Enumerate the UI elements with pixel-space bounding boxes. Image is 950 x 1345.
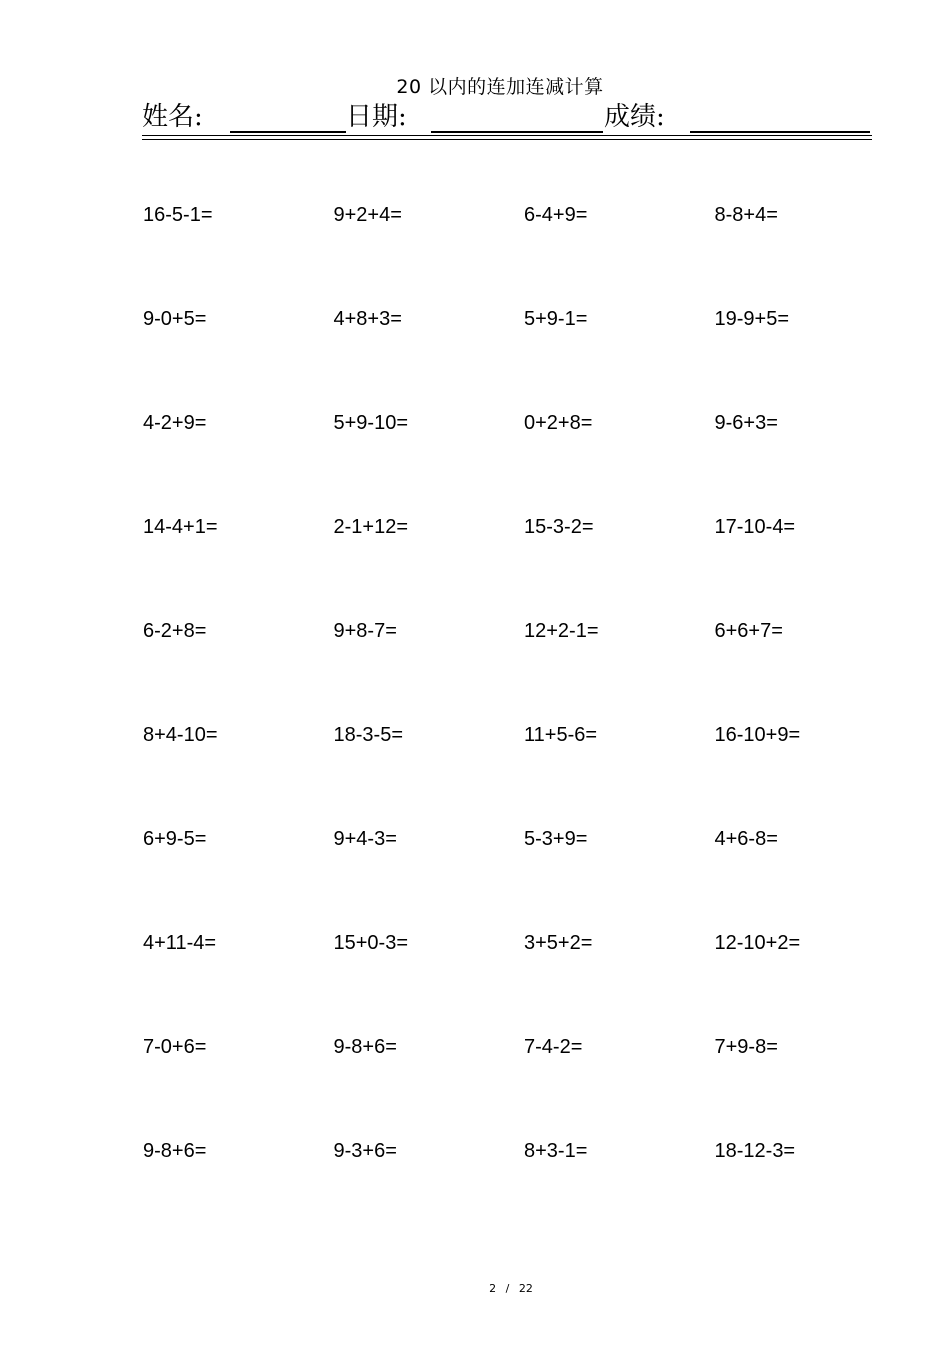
problem-cell: 14-4+1= [143,516,218,538]
problem-cell: 9-3+6= [333,1140,397,1162]
header-divider-bottom [142,139,872,140]
problem-cell: 6+6+7= [714,620,783,642]
problem-cell: 9-0+5= [143,308,207,330]
page-total: 22 [518,1282,533,1295]
problem-cell: 5-3+9= [524,828,588,850]
worksheet-title: 20 以内的连加连减计算 [396,76,604,98]
student-info-header [142,100,872,134]
problem-cell: 4+6-8= [714,828,778,850]
problem-cell: 18-12-3= [714,1140,796,1162]
problem-cell: 8+3-1= [524,1140,588,1162]
problem-cell: 19-9+5= [714,308,790,330]
name-blank-line[interactable] [230,131,346,133]
problem-cell: 7+9-8= [714,1036,778,1058]
problem-cell: 9-8+6= [143,1140,207,1162]
page-separator: / [505,1282,510,1295]
problem-cell: 4+11-4= [143,932,217,954]
name-label: 姓名: [142,102,203,132]
problem-cell: 9+4-3= [333,828,397,850]
problem-cell: 6-2+8= [143,620,207,642]
problem-grid [143,196,903,1236]
problem-cell: 4+8+3= [333,308,402,330]
problem-cell: 18-3-5= [333,724,403,746]
problem-cell: 6-4+9= [524,204,588,226]
problem-cell: 15+0-3= [333,932,409,954]
problem-cell: 11+5-6= [524,724,598,746]
problem-cell: 8+4-10= [143,724,218,746]
problem-cell: 0+2+8= [524,412,593,434]
problem-cell: 16-10+9= [714,724,801,746]
problem-cell: 16-5-1= [143,204,213,226]
problem-cell: 4-2+9= [143,412,207,434]
score-blank-line[interactable] [690,131,870,133]
date-blank-line[interactable] [431,131,603,133]
problem-cell: 12-10+2= [714,932,801,954]
problem-cell: 9-6+3= [714,412,778,434]
problem-cell: 8-8+4= [714,204,778,226]
problem-cell: 3+5+2= [524,932,593,954]
problem-cell: 9+8-7= [333,620,397,642]
problem-cell: 5+9-10= [333,412,409,434]
date-label: 日期: [346,102,407,132]
problem-cell: 17-10-4= [714,516,796,538]
page-current: 2 [489,1282,497,1295]
problem-cell: 5+9-1= [524,308,588,330]
header-divider-top [142,135,872,136]
score-label: 成绩: [604,102,665,132]
problem-cell: 6+9-5= [143,828,207,850]
problem-cell: 15-3-2= [524,516,594,538]
problem-cell: 9+2+4= [333,204,402,226]
problem-cell: 9-8+6= [333,1036,397,1058]
page-footer [0,1282,950,1295]
problem-cell: 7-0+6= [143,1036,207,1058]
problem-cell: 7-4-2= [524,1036,583,1058]
problem-cell: 2-1+12= [333,516,409,538]
problem-cell: 12+2-1= [524,620,599,642]
